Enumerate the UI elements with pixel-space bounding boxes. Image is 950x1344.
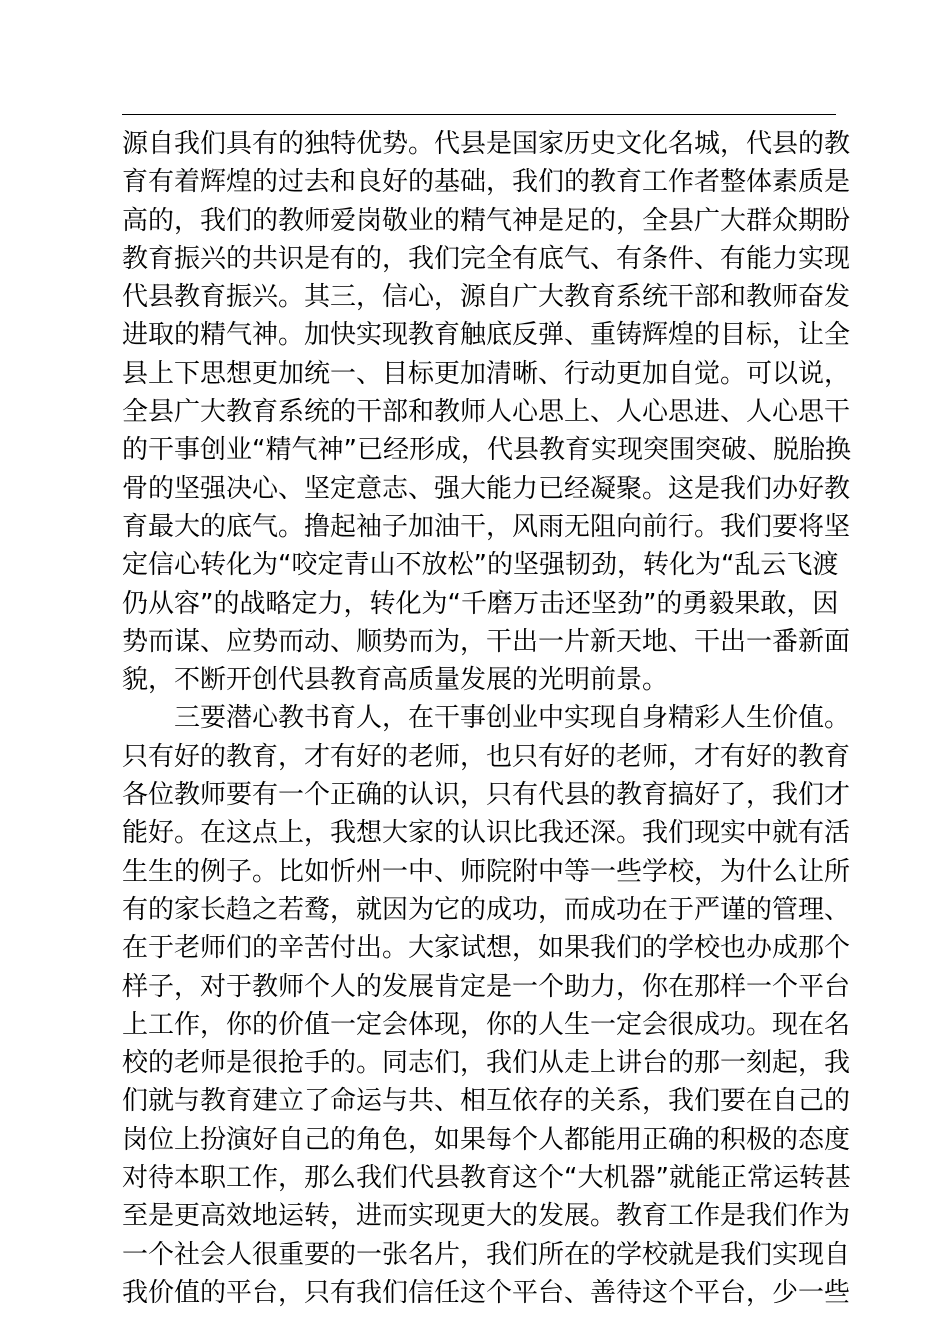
text-line: 能好。在这点上，我想大家的认识比我还深。我们现实中就有活 (122, 818, 851, 849)
text-line: 在于老师们的辛苦付出。大家试想，如果我们的学校也办成那个 (122, 933, 851, 964)
text-line: 定信心转化为“咬定青山不放松”的坚强韧劲，转化为“乱云飞渡 (122, 550, 839, 581)
text-line: 高的，我们的教师爱岗敬业的精气神是足的，全县广大群众期盼 (122, 205, 851, 236)
text-line: 的干事创业“精气神”已经形成，代县教育实现突围突破、脱胎换 (122, 435, 851, 466)
paragraph-start-line: 三要潜心教书育人，在干事创业中实现自身精彩人生价值。 (174, 703, 851, 734)
text-line: 至是更高效地运转，进而实现更大的发展。教育工作是我们作为 (122, 1201, 851, 1232)
header-rule (122, 114, 836, 115)
text-line: 样子，对于教师个人的发展肯定是一个助力，你在那样一个平台 (122, 971, 851, 1002)
text-line: 全县广大教育系统的干部和教师人心思上、人心思进、人心思干 (122, 397, 851, 428)
text-line: 教育振兴的共识是有的，我们完全有底气、有条件、有能力实现 (122, 243, 851, 274)
text-line: 一个社会人很重要的一张名片，我们所在的学校就是我们实现自 (122, 1239, 851, 1270)
text-line: 县上下思想更加统一、目标更加清晰、行动更加自觉。可以说， (122, 358, 851, 389)
text-line: 校的老师是很抢手的。同志们，我们从走上讲台的那一刻起，我 (122, 1048, 851, 1079)
text-line: 上工作，你的价值一定会体现，你的人生一定会很成功。现在名 (122, 1009, 851, 1040)
text-line: 势而谋、应势而动、顺势而为，干出一片新天地、干出一番新面 (122, 626, 851, 657)
text-line: 仍从容”的战略定力，转化为“千磨万击还坚劲”的勇毅果敢，因 (122, 588, 839, 619)
text-line: 生生的例子。比如忻州一中、师院附中等一些学校，为什么让所 (122, 856, 851, 887)
text-line: 各位教师要有一个正确的认识，只有代县的教育搞好了，我们才 (122, 780, 851, 811)
text-line: 进取的精气神。加快实现教育触底反弹、重铸辉煌的目标，让全 (122, 320, 851, 351)
text-line: 育最大的底气。撸起袖子加油干，风雨无阻向前行。我们要将坚 (122, 511, 851, 542)
body-text (122, 125, 851, 1312)
text-line: 岗位上扮演好自己的角色，如果每个人都能用正确的积极的态度 (122, 1124, 851, 1155)
text-line: 对待本职工作，那么我们代县教育这个“大机器”就能正常运转甚 (122, 1163, 851, 1194)
text-line: 骨的坚强决心、坚定意志、强大能力已经凝聚。这是我们办好教 (122, 473, 851, 504)
text-line: 们就与教育建立了命运与共、相互依存的关系，我们要在自己的 (122, 1086, 851, 1117)
text-line: 育有着辉煌的过去和良好的基础，我们的教育工作者整体素质是 (122, 167, 851, 198)
text-line: 我价值的平台，只有我们信任这个平台、善待这个平台，少一些 (122, 1277, 851, 1308)
text-line: 只有好的教育，才有好的老师，也只有好的老师，才有好的教育 (122, 741, 851, 772)
text-line: 有的家长趋之若鹜，就因为它的成功，而成功在于严谨的管理、 (122, 894, 851, 925)
text-line: 源自我们具有的独特优势。代县是国家历史文化名城，代县的教 (122, 129, 851, 159)
paragraph-end-line: 貌，不断开创代县教育高质量发展的光明前景。 (122, 665, 669, 696)
text-line: 代县教育振兴。其三，信心，源自广大教育系统干部和教师奋发 (122, 282, 851, 313)
